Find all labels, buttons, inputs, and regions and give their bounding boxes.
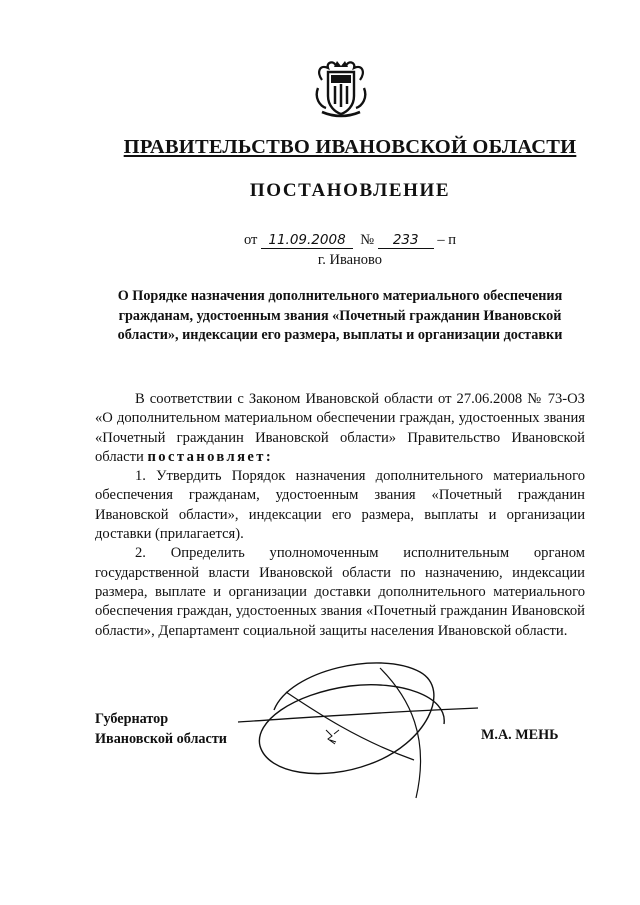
number-suffix: – п: [437, 232, 456, 248]
date-number-line: [100, 232, 600, 249]
date-prefix: от: [243, 232, 258, 248]
document-date: 11.09.2008: [261, 233, 353, 249]
signatory-title: [95, 710, 227, 749]
item-1-paragraph: 1. Утвердить Порядок назначения дополнительного материального обеспечения гражданам, удостоенным звания «Почетный гражданин Ивановской области», индексации его размера, выплаты и организации доставки (прилагается).: [95, 468, 585, 543]
preamble-paragraph: [95, 390, 585, 467]
document-heading: О Порядке назначения дополнительного материального обеспечения гражданам, удостоенным звания «Почетный гражданин Ивановской области», индексации его размера, выплаты и организации доставки: [117, 288, 563, 343]
signatory-title-line-2: Ивановской области: [95, 730, 227, 747]
signatory-name: М.А. МЕНЬ: [481, 727, 559, 743]
preamble-text: В соответствии с Законом Ивановской области от 27.06.2008 № 73-ОЗ «О дополнительном материальном обеспечении граждан, удостоенных звания «Почетный гражданин Ивановской области» Правительство Ивановской области: [95, 391, 585, 465]
decree-word: постановляет:: [147, 448, 274, 465]
signatory-title-line-1: Губернатор: [95, 711, 169, 727]
government-title: ПРАВИТЕЛЬСТВО ИВАНОВСКОЙ ОБЛАСТИ: [123, 136, 577, 158]
handwritten-signature: [230, 648, 480, 808]
number-prefix: №: [360, 232, 375, 248]
document-type: ПОСТАНОВЛЕНИЕ: [249, 180, 451, 201]
document-number: 233: [378, 233, 434, 249]
document-body: [95, 390, 585, 641]
city: г. Иваново: [317, 252, 383, 268]
coat-of-arms-icon: [312, 58, 370, 120]
item-2-paragraph: 2. Определить уполномоченным исполнительным органом государственной власти Ивановской области по назначению, индексации размера, выплате и организации доставки дополнительного материального обеспечения граждан, удостоенных звания «Почетный гражданин Ивановской области», Департамент социальной защиты населения Ивановской области.: [95, 545, 585, 639]
